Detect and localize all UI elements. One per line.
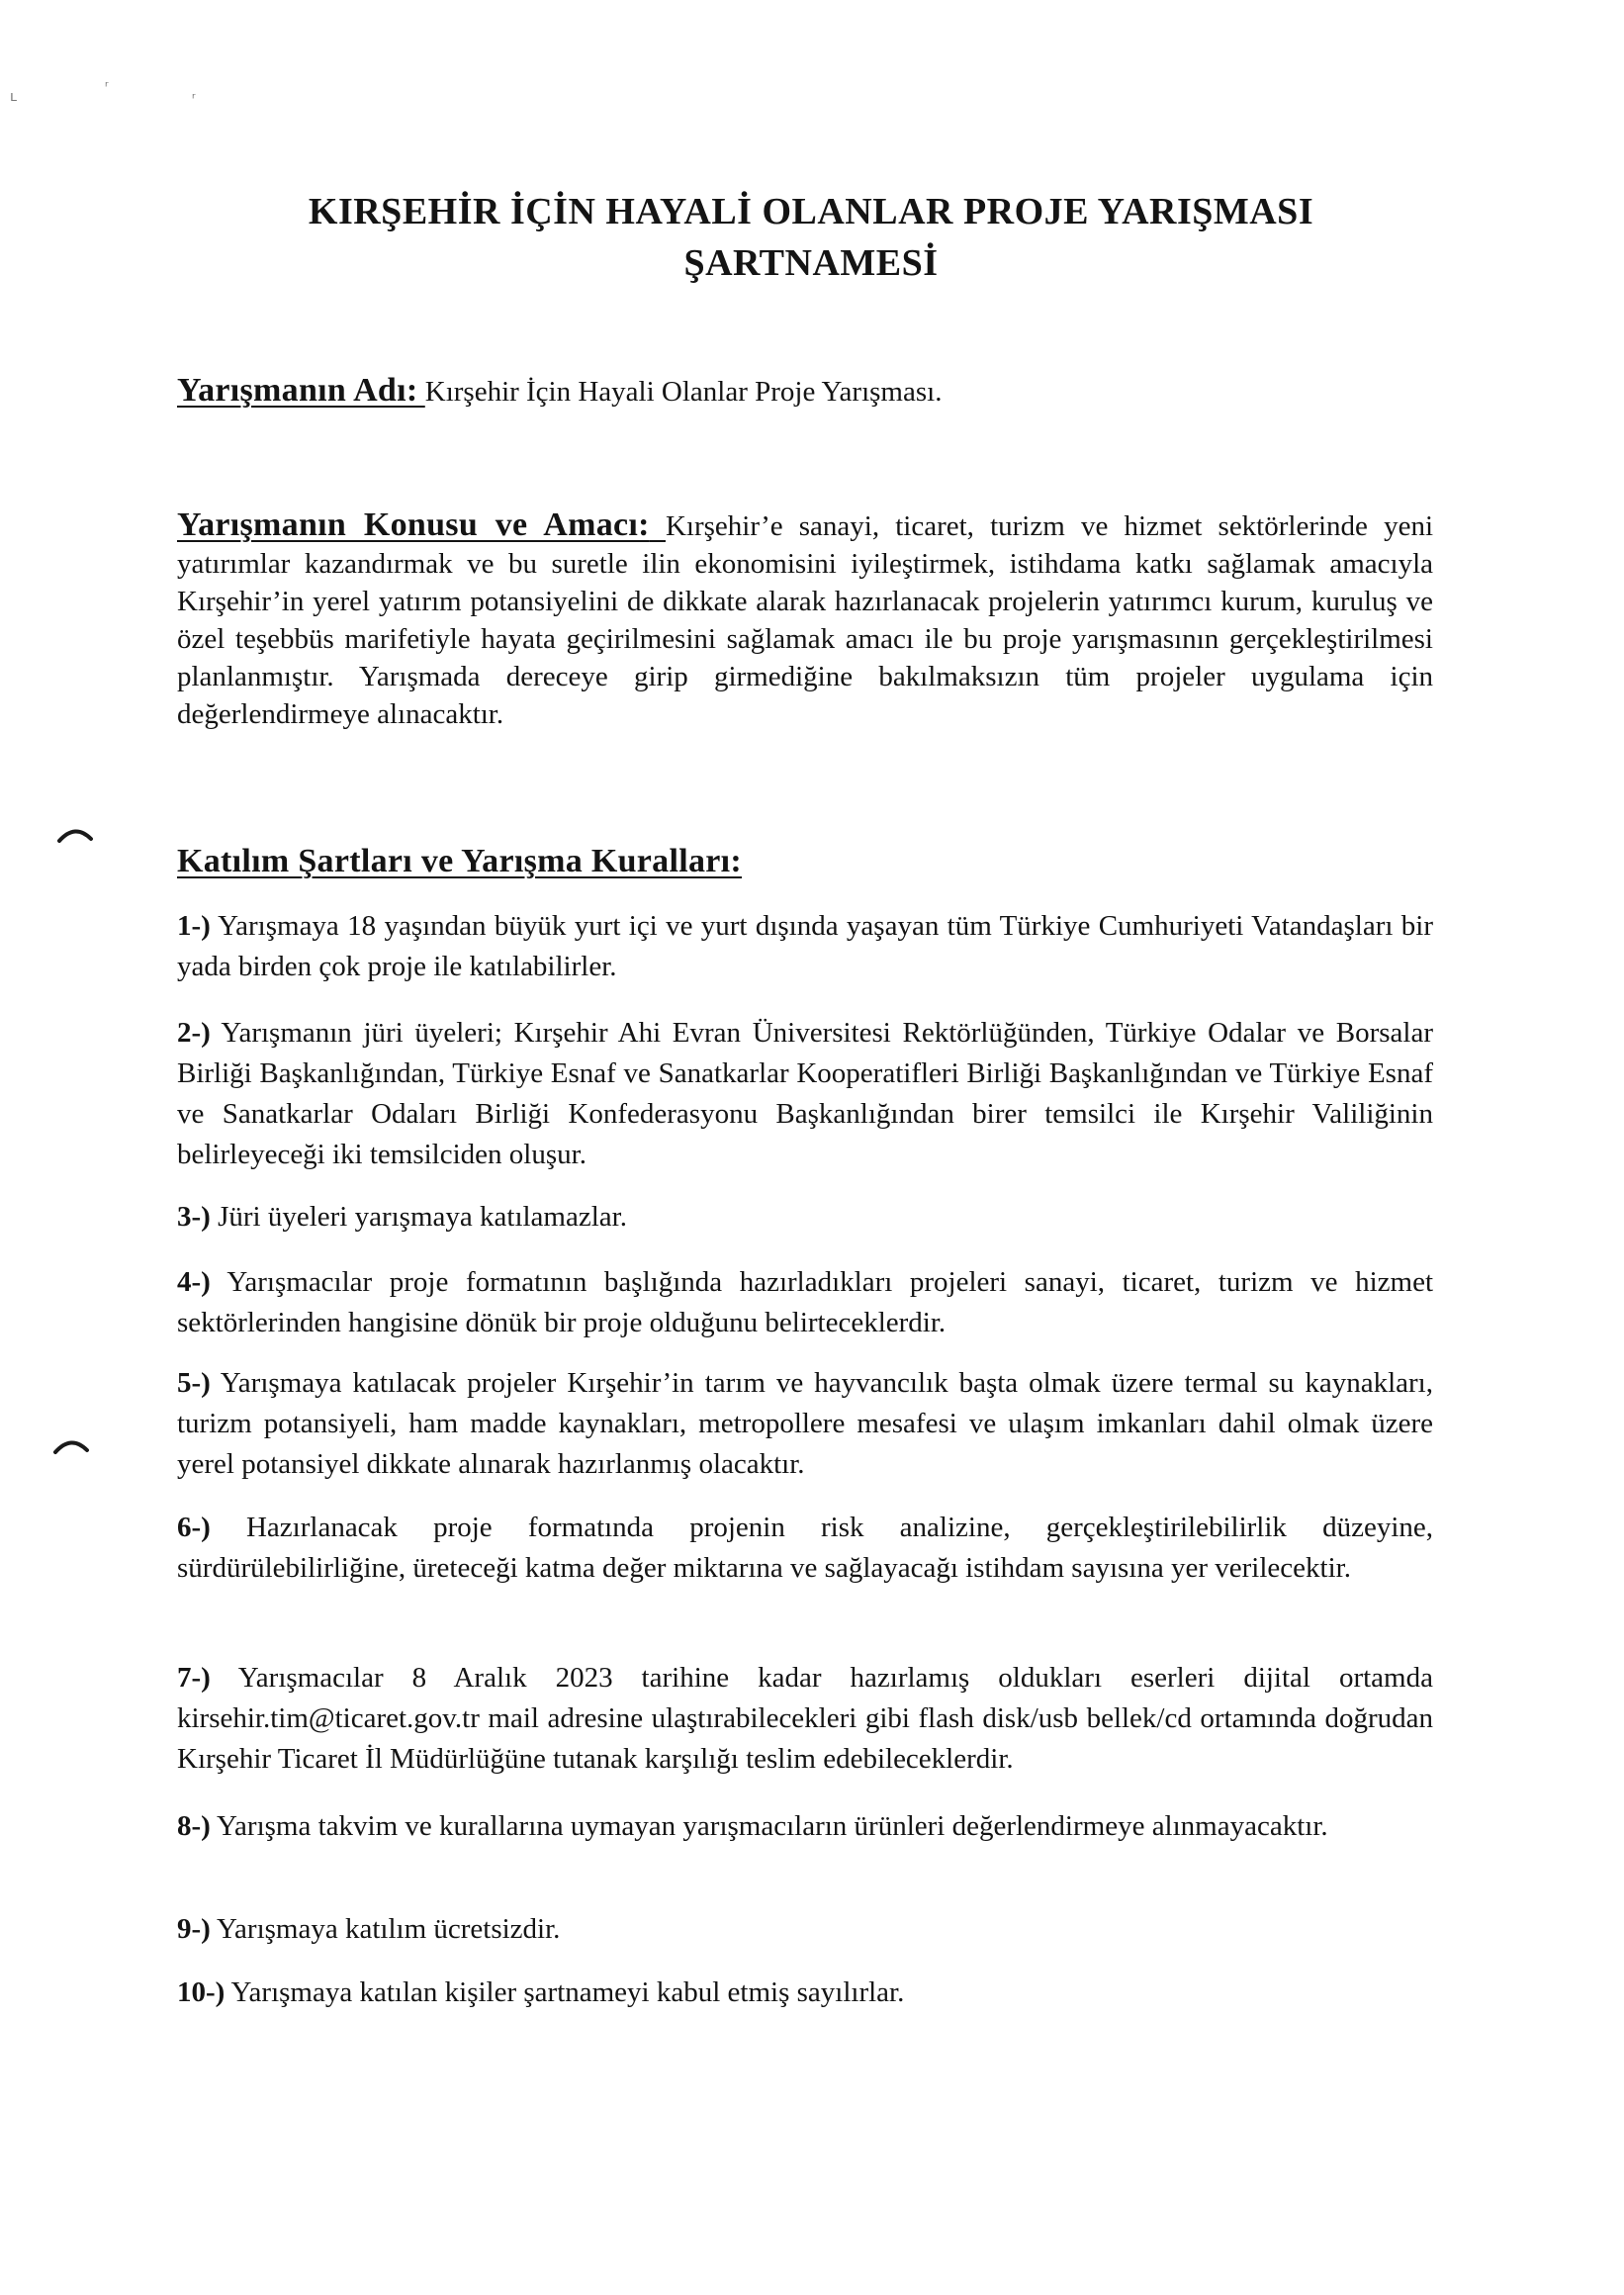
scan-speck: ʳ	[105, 79, 109, 95]
title-line-2: ŞARTNAMESİ	[683, 242, 939, 284]
rules-heading: Katılım Şartları ve Yarışma Kuralları:	[177, 843, 743, 879]
punch-mark	[51, 1430, 91, 1460]
rule-item-10	[177, 1973, 1433, 2013]
rule-text: Yarışmanın jüri üyeleri; Kırşehir Ahi Evran Üniversitesi Rektörlüğünden, Türkiye Odalar ve Borsalar Birliği Başkanlığından, Türkiye Esnaf ve Sanatkarlar Kooperatifleri Birliği Başkanlığından ve Türkiye Esnaf ve Sanatkarlar Odaları Birliği Konfederasyonu Başkanlığından birer temsilci ile Kırşehir Valiliğinin belirleyeceği iki temsilciden oluşur.	[177, 1017, 1433, 1170]
rule-text: Yarışmaya katılan kişiler şartnameyi kabul etmiş sayılırlar.	[230, 1976, 905, 2008]
rule-item-9	[177, 1909, 1433, 1950]
competition-name-text: Kırşehir İçin Hayali Olanlar Proje Yarışması.	[424, 376, 943, 408]
purpose-heading: Yarışmanın Konusu ve Amacı:	[177, 506, 650, 543]
scan-speck: ʟ	[10, 89, 18, 105]
rule-item-5	[177, 1363, 1433, 1485]
rule-item-3	[177, 1197, 1433, 1238]
purpose-section	[177, 506, 1433, 733]
document-title	[168, 186, 1454, 289]
scan-speck: ʳ	[192, 91, 196, 107]
rule-item-6	[177, 1508, 1433, 1589]
rule-text: Jüri üyeleri yarışmaya katılamazlar.	[218, 1201, 627, 1233]
heading-underline-gap	[650, 510, 666, 542]
rule-text: Hazırlanacak proje formatında projenin risk analizine, gerçekleştirilebilirlik düzeyine, sürdürülebilirliğine, üreteceği katma değer miktarına ve sağlayacağı istihdam sayısına yer verilecektir.	[177, 1512, 1433, 1584]
rule-number: 9-)	[177, 1913, 211, 1945]
rule-number: 2-)	[177, 1017, 211, 1049]
rule-number: 5-)	[177, 1367, 211, 1399]
rule-item-2	[177, 1013, 1433, 1175]
heading-underline-gap	[418, 376, 425, 408]
rule-number: 6-)	[177, 1512, 211, 1543]
rule-text: Yarışmaya katılacak projeler Kırşehir’in tarım ve hayvancılık başta olmak üzere termal su kaynakları, turizm potansiyeli, ham madde kaynakları, metropollere mesafesi ve ulaşım imkanları dahil olmak üzere yerel potansiyel dikkate alınarak hazırlanmış olacaktır.	[177, 1367, 1433, 1480]
rule-text: Yarışmaya katılım ücretsizdir.	[217, 1913, 561, 1945]
rule-item-7	[177, 1658, 1433, 1780]
rule-text: Yarışma takvim ve kurallarına uymayan yarışmacıların ürünleri değerlendirmeye alınmayacaktır.	[217, 1810, 1328, 1842]
title-line-1: KIRŞEHİR İÇİN HAYALİ OLANLAR PROJE YARIŞMASI	[308, 191, 1314, 232]
rule-text: Yarışmacılar proje formatının başlığında hazırladıkları projeleri sanayi, ticaret, turizm ve hizmet sektörlerinden hangisine dönük bir proje olduğunu belirteceklerdir.	[177, 1266, 1433, 1338]
rule-number: 1-)	[177, 910, 211, 942]
rule-number: 4-)	[177, 1266, 211, 1298]
rule-text: Yarışmaya 18 yaşından büyük yurt içi ve yurt dışında yaşayan tüm Türkiye Cumhuriyeti Vatandaşları bir yada birden çok proje ile katılabilirler.	[177, 910, 1433, 982]
rule-item-4	[177, 1262, 1433, 1343]
purpose-text: Kırşehir’e sanayi, ticaret, turizm ve hizmet sektörlerinde yeni yatırımlar kazandırmak ve bu suretle ilin ekonomisini iyileştirmek, istihdama katkı sağlamak amacıyla Kırşehir’in yerel yatırım potansiyelini de dikkate alarak hazırlanacak projelerin yatırımcı kurum, kuruluş ve özel teşebbüs marifetiyle hayata geçirilmesini sağlamak amacı ile bu proje yarışmasının gerçekleştirilmesi planlanmıştır. Yarışmada dereceye girip girmediğine bakılmaksızın tüm projeler uygulama için değerlendirmeye alınacaktır.	[177, 510, 1433, 730]
rule-number: 3-)	[177, 1201, 211, 1233]
rule-item-1	[177, 906, 1433, 987]
rule-number: 7-)	[177, 1662, 211, 1694]
rule-number: 10-)	[177, 1976, 226, 2008]
rule-number: 8-)	[177, 1810, 211, 1842]
punch-mark	[55, 819, 95, 849]
competition-name-section	[177, 372, 1433, 411]
rules-heading-block	[177, 843, 1433, 881]
rule-text: Yarışmacılar 8 Aralık 2023 tarihine kadar hazırlamış oldukları eserleri dijital ortamda kirsehir.tim@ticaret.gov.tr mail adresine ulaştırabilecekleri gibi flash disk/usb bellek/cd ortamında doğrudan Kırşehir Ticaret İl Müdürlüğüne tutanak karşılığı teslim edebileceklerdir.	[177, 1662, 1433, 1775]
competition-name-heading: Yarışmanın Adı:	[177, 372, 418, 409]
rule-item-8	[177, 1806, 1433, 1847]
